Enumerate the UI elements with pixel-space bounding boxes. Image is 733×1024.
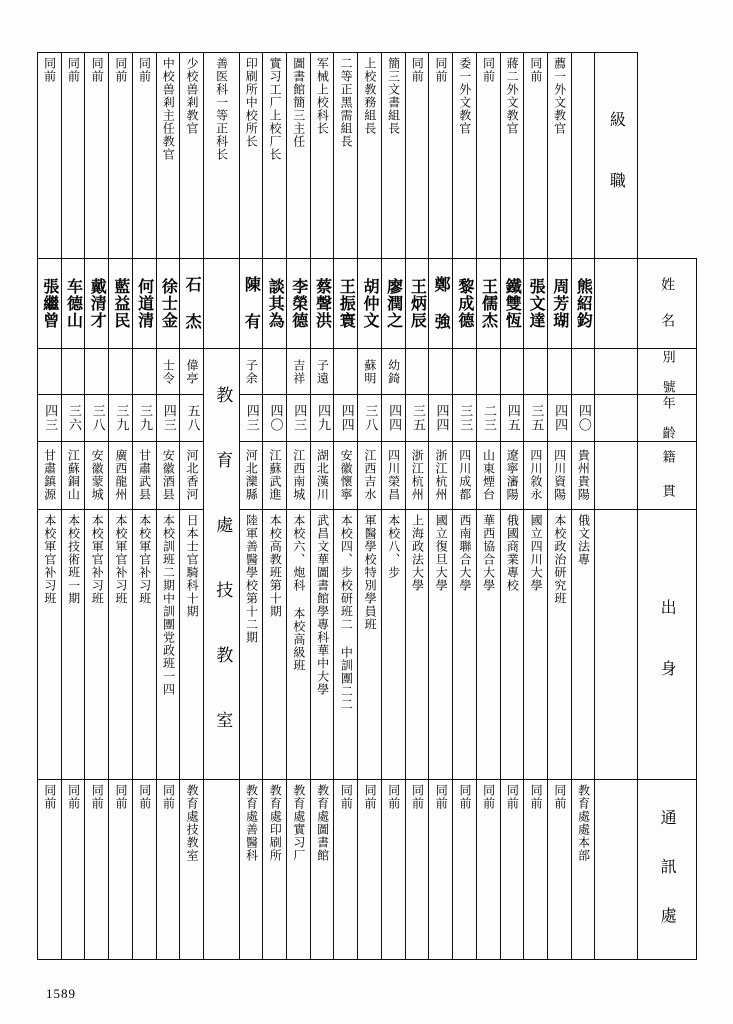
cell-contact-spacer2 [595, 780, 637, 960]
cell-rank: 同前 [61, 53, 85, 259]
cell-alias [109, 348, 133, 395]
cell-background: 華西協合大學 [476, 509, 500, 779]
cell-name: 王炳辰 [405, 259, 429, 349]
cell-background: 俄國商業專校 [500, 509, 524, 779]
cell-alias: 蘇明 [358, 348, 382, 395]
cell-name: 熊紹鈞 [571, 259, 595, 349]
cell-alias [547, 348, 571, 395]
cell-age: 三八 [358, 395, 382, 442]
cell-contact: 同前 [405, 780, 429, 960]
cell-rank: 同前 [132, 53, 156, 259]
cell-name: 張文達 [524, 259, 548, 349]
cell-origin: 江西南城 [287, 441, 311, 509]
cell-contact: 同前 [453, 780, 477, 960]
cell-age: 四〇 [571, 395, 595, 442]
cell-origin: 甘肅武县 [132, 441, 156, 509]
header-alias: 別 號 [637, 348, 696, 395]
cell-rank: 少校兽剎教官 [180, 53, 204, 259]
cell-rank: 同前 [476, 53, 500, 259]
cell-name: 廖潤之 [381, 259, 405, 349]
cell-alias: 子余 [239, 348, 263, 395]
cell-origin: 江西吉水 [358, 441, 382, 509]
cell-age: 三八 [85, 395, 109, 442]
cell-rank: 上校教務組長 [358, 53, 382, 259]
cell-rank: 印刷所中校所长 [239, 53, 263, 259]
cell-origin-spacer [595, 441, 637, 509]
cell-alias [263, 348, 287, 395]
cell-origin: 四川榮昌 [381, 441, 405, 509]
cell-background: 武昌文華圖書館學專科華中大學 [310, 509, 334, 779]
cell-rank: 圖書館簡三主任 [287, 53, 311, 259]
cell-contact: 教育處善醫科 [239, 780, 263, 960]
cell-contact: 同前 [381, 780, 405, 960]
cell-origin: 山東煙台 [476, 441, 500, 509]
cell-name: 藍益民 [109, 259, 133, 349]
cell-background: 本校軍官补习班 [85, 509, 109, 779]
cell-origin: 四川敘永 [524, 441, 548, 509]
cell-background: 本校軍官补习班 [38, 509, 62, 779]
cell-age: 四三 [239, 395, 263, 442]
cell-age-spacer [595, 395, 637, 442]
page-number: 1589 [46, 986, 76, 1001]
cell-contact: 同前 [358, 780, 382, 960]
cell-rank: 同前 [524, 53, 548, 259]
cell-background: 軍醫學校特別學員班 [358, 509, 382, 779]
cell-background: 本校軍官补习班 [132, 509, 156, 779]
cell-rank: 军械上校科长 [310, 53, 334, 259]
cell-name: 談其為 [263, 259, 287, 349]
header-rank-title: 級 職 [595, 53, 637, 259]
cell-contact: 同前 [547, 780, 571, 960]
cell-alias [429, 348, 453, 395]
cell-age: 三九 [109, 395, 133, 442]
cell-name: 徐士金 [156, 259, 180, 349]
cell-origin: 江蘇銅山 [61, 441, 85, 509]
cell-background: 俄文法專 [571, 509, 595, 779]
cell-rank: 善医科一等正科长 [204, 53, 240, 259]
header-background: 出 身 [637, 509, 696, 779]
cell-contact: 同前 [500, 780, 524, 960]
cell-background: 陸軍善醫學校第十二期 [239, 509, 263, 779]
cell-contact: 同前 [334, 780, 358, 960]
cell-alias: 子遠 [310, 348, 334, 395]
cell-name: 張繼曾 [38, 259, 62, 349]
cell-alias [476, 348, 500, 395]
cell-contact: 教育處圖書館 [310, 780, 334, 960]
cell-age: 三九 [132, 395, 156, 442]
cell-rank: 委一外文教官 [453, 53, 477, 259]
cell-alias: 偉亭 [180, 348, 204, 395]
cell-age: 四三 [287, 395, 311, 442]
header-name: 姓 名 [637, 259, 696, 349]
cell-background: 國立復旦大學 [429, 509, 453, 779]
cell-origin: 安徽懷寧 [334, 441, 358, 509]
cell-name: 车德山 [61, 259, 85, 349]
cell-alias [38, 348, 62, 395]
cell-name: 蔡聲洪 [310, 259, 334, 349]
cell-name-spacer [204, 259, 240, 349]
cell-age: 四四 [381, 395, 405, 442]
cell-origin: 河北香河 [180, 441, 204, 509]
cell-rank: 薦一外文教官 [547, 53, 571, 259]
cell-background: 本校八、步 [381, 509, 405, 779]
cell-rank: 二等正黑需組長 [334, 53, 358, 259]
cell-alias: 幼錡 [381, 348, 405, 395]
cell-age: 二三 [476, 395, 500, 442]
cell-background: 本校政治研究班 [547, 509, 571, 779]
cell-background: 本校六、炮科 本校高級班 [287, 509, 311, 779]
cell-contact: 同前 [132, 780, 156, 960]
cell-origin: 湖北漢川 [310, 441, 334, 509]
cell-age: 四三 [156, 395, 180, 442]
cell-contact: 教育處處本部 [571, 780, 595, 960]
cell-alias: 吉祥 [287, 348, 311, 395]
cell-name: 胡仲文 [358, 259, 382, 349]
cell-rank: 同前 [38, 53, 62, 259]
cell-alias: 士令 [156, 348, 180, 395]
cell-rank: 同前 [429, 53, 453, 259]
cell-alias [334, 348, 358, 395]
cell-name: 鄭 強 [429, 259, 453, 349]
cell-rank-spacer [571, 53, 595, 259]
cell-contact: 同前 [85, 780, 109, 960]
cell-rank: 簡三文書組長 [381, 53, 405, 259]
cell-origin: 浙江杭州 [429, 441, 453, 509]
cell-name: 戴清才 [85, 259, 109, 349]
cell-alias [500, 348, 524, 395]
cell-background-spacer [595, 509, 637, 779]
cell-background: 日本士官騎科十期 [180, 509, 204, 779]
section-label-cell: 教 育 處 技 教 室 [204, 348, 240, 779]
cell-alias [61, 348, 85, 395]
cell-origin: 四川資陽 [547, 441, 571, 509]
cell-age: 四〇 [263, 395, 287, 442]
cell-contact: 同前 [524, 780, 548, 960]
cell-age: 三三 [453, 395, 477, 442]
cell-background: 國立四川大學 [524, 509, 548, 779]
header-origin: 籍 貫 [637, 441, 696, 509]
cell-name: 李榮德 [287, 259, 311, 349]
cell-name-spacer2 [595, 259, 637, 349]
cell-alias [524, 348, 548, 395]
cell-name: 鐵雙恆 [500, 259, 524, 349]
cell-alias [571, 348, 595, 395]
cell-background: 本校四、步校研班二 中訓團二二 [334, 509, 358, 779]
cell-rank: 同前 [85, 53, 109, 259]
cell-background: 本校高教班第十期 [263, 509, 287, 779]
cell-origin: 河北灤縣 [239, 441, 263, 509]
cell-age: 四四 [547, 395, 571, 442]
cell-contact: 同前 [61, 780, 85, 960]
cell-origin: 江蘇武進 [263, 441, 287, 509]
cell-contact: 同前 [38, 780, 62, 960]
cell-background: 本校軍官补习班 [109, 509, 133, 779]
cell-rank: 實习工厂上校厂长 [263, 53, 287, 259]
cell-contact: 教育處印刷所 [263, 780, 287, 960]
cell-origin: 遼寧瀋陽 [500, 441, 524, 509]
cell-age: 三五 [524, 395, 548, 442]
cell-origin: 安徽蒙城 [85, 441, 109, 509]
cell-contact: 教育處實习厂 [287, 780, 311, 960]
cell-name: 何道清 [132, 259, 156, 349]
cell-rank: 蔣二外文教官 [500, 53, 524, 259]
cell-rank: 同前 [109, 53, 133, 259]
cell-alias [453, 348, 477, 395]
cell-contact: 同前 [156, 780, 180, 960]
cell-contact: 同前 [109, 780, 133, 960]
cell-origin: 貴州貴陽 [571, 441, 595, 509]
cell-age: 四九 [310, 395, 334, 442]
cell-alias [405, 348, 429, 395]
cell-background: 本校訓班二期中訓團党政班一四 [156, 509, 180, 779]
cell-background: 本校技術班一期 [61, 509, 85, 779]
cell-name: 王振寰 [334, 259, 358, 349]
cell-contact: 同前 [476, 780, 500, 960]
cell-origin: 四川成都 [453, 441, 477, 509]
cell-name: 石 杰 [180, 259, 204, 349]
cell-age: 四三 [38, 395, 62, 442]
cell-background: 西南聯合大學 [453, 509, 477, 779]
cell-origin: 安徽酒县 [156, 441, 180, 509]
cell-name: 陳 有 [239, 259, 263, 349]
cell-alias [132, 348, 156, 395]
cell-name: 王儒杰 [476, 259, 500, 349]
header-contact: 通 訊 處 [637, 780, 696, 960]
cell-age: 三六 [61, 395, 85, 442]
cell-rank: 中校兽剎主任教官 [156, 53, 180, 259]
cell-origin: 甘肅鎮源 [38, 441, 62, 509]
cell-age: 三五 [405, 395, 429, 442]
personnel-table [37, 52, 697, 960]
cell-origin: 浙江杭州 [405, 441, 429, 509]
cell-background: 上海政法大學 [405, 509, 429, 779]
cell-rank: 同前 [405, 53, 429, 259]
cell-contact-spacer [204, 780, 240, 960]
cell-age: 五八 [180, 395, 204, 442]
cell-age: 四五 [500, 395, 524, 442]
cell-age: 四四 [429, 395, 453, 442]
cell-name: 黎成德 [453, 259, 477, 349]
cell-name: 周芳瑚 [547, 259, 571, 349]
header-age: 年 齡 [637, 395, 696, 442]
cell-contact: 教育處技教室 [180, 780, 204, 960]
cell-alias-spacer [595, 348, 637, 395]
cell-origin: 廣西龍州 [109, 441, 133, 509]
cell-contact: 同前 [429, 780, 453, 960]
cell-age: 四四 [334, 395, 358, 442]
cell-alias [85, 348, 109, 395]
